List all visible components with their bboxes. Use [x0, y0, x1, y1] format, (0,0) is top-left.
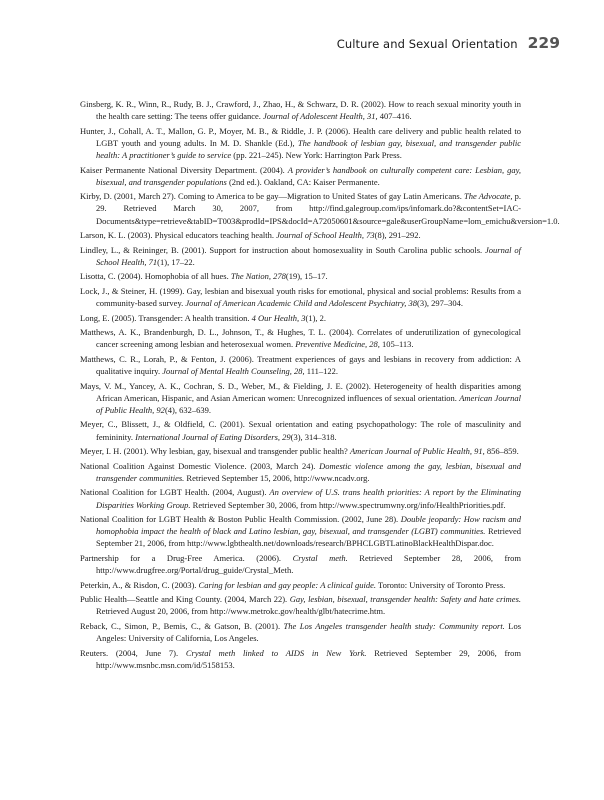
reference-text: Retrieved September 28, 2006, from http://www.drugfree.org/Portal/drug_guide/Crystal_Meth. [96, 552, 521, 576]
reference-text: National Coalition Against Domestic Violence. (2003, March 24). [80, 460, 320, 471]
reference-text: Hunter, J., Cohall, A. T., Mallon, G. P., Moyer, M. B., & Riddle, J. P. (2006). Health care delivery and public health related to LGBT youth and young adults. In M. D. Shankle (Ed.), [80, 125, 521, 148]
reference-text: (8), 291–292. [374, 230, 421, 241]
reference-text: National Coalition for LGBT Health & Boston Public Health Commission. (2002, June 28). [80, 514, 401, 525]
reference-italic-text: Double jeopardy: How racism and homophobia impact the health of black and Latino lesbian, gay, bisexual, and transgender (LGBT) communities. [96, 514, 521, 537]
reference-text: (2nd ed.). Oakland, CA: Kaiser Permanente. [226, 176, 380, 187]
reference-entry [80, 190, 560, 226]
reference-italic-text: Crystal meth linked to AIDS in New York. [185, 647, 367, 658]
reference-entry [80, 229, 521, 241]
reference-text: (pp. 221–245). New York: Harrington Park Press. [231, 150, 402, 161]
reference-entry [80, 380, 521, 416]
reference-italic-text: American Journal of Public Health, 92 [96, 392, 521, 415]
reference-italic-text: Domestic violence among the gay, lesbian, bisexual and transgender communities. [96, 460, 521, 483]
reference-text: Meyer, I. H. (2001). Why lesbian, gay, bisexual and transgender public health? [80, 446, 350, 457]
reference-entry [80, 513, 521, 549]
reference-italic-text: Crystal meth. [292, 552, 348, 563]
reference-text: Larson, K. L. (2003). Physical educators teaching health. [80, 230, 277, 241]
reference-text: (1), 17–22. [157, 256, 195, 267]
reference-entry [80, 552, 521, 576]
reference-entry [80, 620, 521, 644]
reference-entry [80, 125, 521, 161]
reference-italic-text: Preventive Medicine, 28, [295, 339, 380, 350]
reference-italic-text: Journal of School Health, 71 [96, 244, 521, 267]
reference-entry [80, 593, 521, 617]
reference-text: (3), 314–318. [290, 431, 337, 442]
reference-italic-text: An overview of U.S. trans health priorities: A report by the Eliminating Disparities Working Group. [96, 487, 522, 510]
reference-text: (1), 2. [305, 312, 327, 323]
reference-text: (3), 297–304. [416, 298, 464, 309]
reference-italic-text: International Journal of Eating Disorders, 29 [135, 431, 291, 442]
reference-entry [80, 244, 521, 268]
reference-text: Mays, V. M., Yancey, A. K., Cochran, S. D., Weber, M., & Fielding, J. E. (2002). Heterogeneity of health disparities among African American, Hispanic, and Asian American women: Unrecognized influences of sexual orientation. [80, 380, 521, 403]
reference-text: Retrieved September 15, 2006, http://www.ncadv.org. [184, 472, 370, 483]
reference-entry [80, 460, 521, 484]
reference-text: p. 29. Retrieved March 30, 2007, from http://find.galegroup.com/ips/infomark.do?&contentSet=IAC-Documents&type=retrieve&tabID=T003&prodId=IPS&docId=A72050601&source=gale&userGroupName=lom_emichu&version=1.0. [96, 191, 560, 226]
reference-text: Retrieved August 20, 2006, from http://www.metrokc.gov/health/glbt/hatecrime.htm. [96, 606, 386, 617]
reference-text: Meyer, C., Blissett, J., & Oldfield, C. (2001). Sexual orientation and eating psychopathology: The role of masculinity and femininity. [80, 419, 521, 442]
reference-text: Ginsberg, K. R., Winn, R., Rudy, B. J., Crawford, J., Zhao, H., & Schwarz, D. R. (2002). How to reach sexual minority youth in the health care setting: The teens offer guidance. [80, 99, 521, 122]
reference-text: Matthews, A. K., Brandenburgh, D. L., Johnson, T., & Hughes, T. L. (2004). Correlates of underutilization of gynecological cancer screening among lesbian and heterosexual women. [80, 327, 521, 350]
reference-text: 407–416. [377, 111, 412, 122]
reference-text: Long, E. (2005). Transgender: A health transition. [80, 312, 252, 323]
reference-text: Lock, J., & Steiner, H. (1999). Gay, lesbian and bisexual youth risks for emotional, physical and social problems: Results from a community-based survey. [80, 285, 521, 309]
reference-text: Lisotta, C. (2004). Homophobia of all hues. [80, 271, 231, 282]
reference-italic-text: Gay, lesbian, bisexual, transgender health: Safety and hate crimes. [289, 594, 521, 605]
reference-entry [80, 270, 521, 282]
section-title: Culture and Sexual Orientation [336, 37, 518, 51]
reference-italic-text: American Journal of Public Health, 91, [349, 446, 485, 457]
reference-text: 111–122. [304, 366, 339, 377]
reference-entry [80, 98, 521, 122]
reference-entry [80, 486, 521, 510]
reference-entry [80, 312, 521, 324]
reference-text: Partnership for a Drug-Free America. (2006). [80, 552, 293, 563]
reference-entry [80, 418, 521, 442]
reference-text: Reuters. (2004, June 7). [80, 647, 186, 658]
reference-italic-text: Caring for lesbian and gay people: A clinical guide. [198, 579, 376, 590]
reference-italic-text: The handbook of lesbian gay, bisexual, and transgender public health: A practitioner’s guide to service [96, 137, 521, 161]
reference-entry [80, 326, 521, 350]
reference-text: (19), 15–17. [285, 271, 328, 282]
reference-text: National Coalition for LGBT Health. (2004, August). [80, 487, 270, 498]
reference-text: Retrieved September 29, 2006, from http://www.msnbc.msn.com/id/5158153. [96, 647, 521, 670]
reference-text: Toronto: University of Toronto Press. [376, 579, 506, 590]
reference-italic-text: Journal of School Health, 73 [276, 230, 375, 241]
reference-text: 105–113. [379, 339, 414, 350]
reference-text: 856–859. [484, 446, 519, 457]
reference-text: Matthews, C. R., Lorah, P., & Fenton, J. (2006). Treatment experiences of gays and lesbians in recovery from addiction: A qualitative inquiry. [80, 353, 521, 377]
reference-italic-text: The Nation, 278 [230, 271, 286, 282]
reference-italic-text: Journal of Adolescent Health, 31, [263, 111, 378, 122]
reference-text: Kirby, D. (2001, March 27). Coming to America to be gay—Migration to United States of gay Latin Americans. [80, 191, 464, 202]
reference-italic-text: The Advocate, [463, 191, 513, 202]
reference-entry [80, 647, 521, 671]
reference-text: Public Health—Seattle and King County. (2004, March 22). [80, 594, 290, 605]
reference-entry [80, 445, 521, 457]
reference-entry [80, 164, 521, 188]
reference-italic-text: A provider’s handbook on culturally competent care: Lesbian, gay, bisexual, and transgender populations [96, 164, 521, 187]
reference-text: Peterkin, A., & Risdon, C. (2003). [80, 579, 199, 590]
reference-list [80, 98, 560, 673]
reference-italic-text: Journal of American Academic Child and Adolescent Psychiatry, 38 [185, 298, 417, 309]
reference-text: Retrieved September 21, 2006, from http://www.lgbthealth.net/downloads/research/BPHCLGBTLatinoBlackHealthDispar.doc. [96, 526, 521, 549]
running-head [337, 34, 560, 52]
reference-entry [80, 579, 521, 591]
reference-italic-text: Journal of Mental Health Counseling, 28, [162, 366, 305, 377]
reference-text: Retrieved September 30, 2006, from http://www.spectrumwny.org/info/HealthPriorities.pdf. [190, 499, 506, 510]
reference-entry [80, 285, 521, 309]
page-number: 229 [527, 34, 560, 52]
reference-italic-text: The Los Angeles transgender health study: Community report. [283, 620, 505, 631]
reference-text: Reback, C., Simon, P., Bemis, C., & Gatson, B. (2001). [80, 620, 284, 631]
reference-italic-text: 4 Our Health, 3 [251, 312, 306, 323]
reference-text: Los Angeles: University of California, Los Angeles. [96, 620, 522, 644]
reference-text: (4), 632–639. [164, 404, 211, 415]
reference-text: Kaiser Permanente National Diversity Department. (2004). [80, 164, 288, 175]
reference-text: Lindley, L., & Reininger, B. (2001). Support for instruction about homosexuality in South Carolina public schools. [80, 244, 486, 255]
reference-entry [80, 353, 521, 377]
